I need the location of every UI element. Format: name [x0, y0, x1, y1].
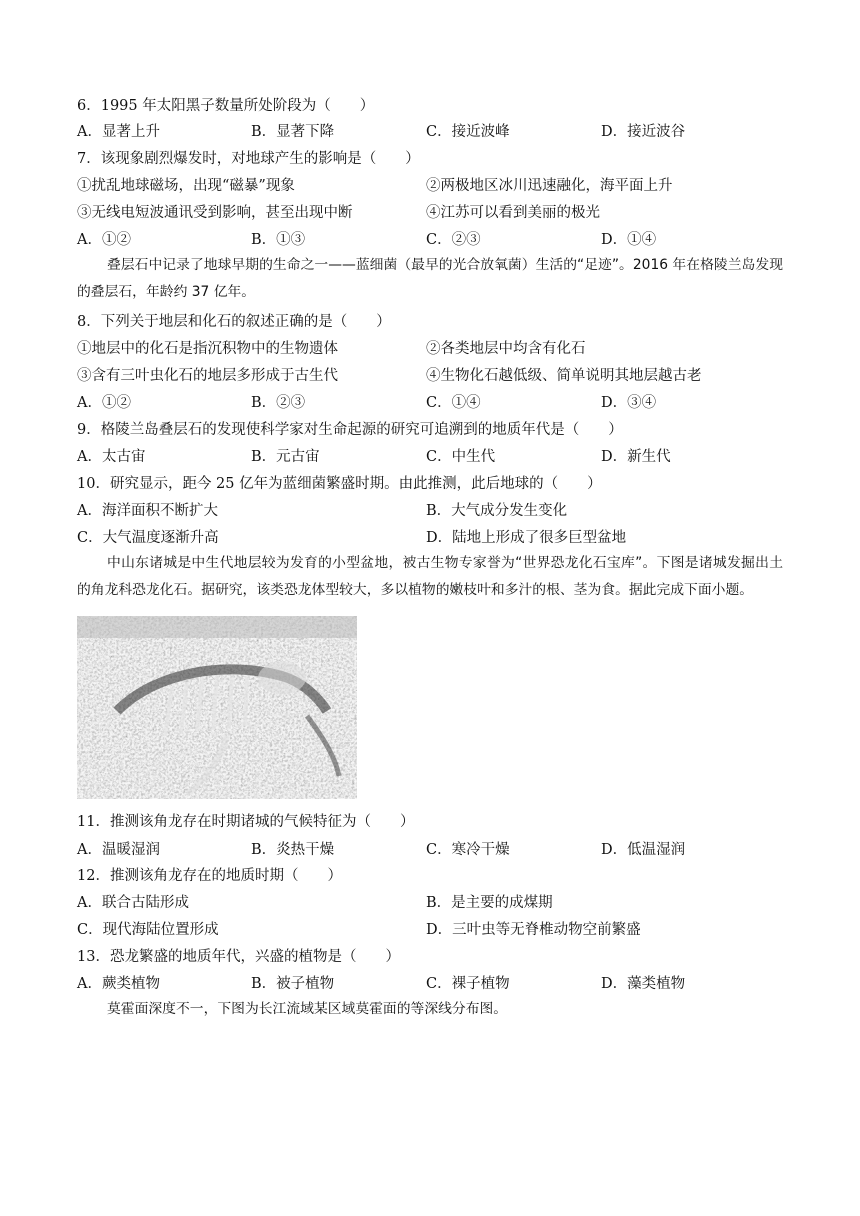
q9-option-c[interactable]: C．中生代	[426, 449, 496, 465]
q9-option-a[interactable]: A．太古宙	[77, 449, 146, 465]
q9-stem: 9．格陵兰岛叠层石的发现使科学家对生命起源的研究可追溯到的地质年代是（ ）	[77, 422, 623, 438]
q13-stem: 13．恐龙繁盛的地质年代，兴盛的植物是（ ）	[77, 949, 400, 965]
q7-item-4: ④江苏可以看到美丽的极光	[426, 205, 600, 221]
q11-stem: 11．推测该角龙存在时期诸城的气候特征为（ ）	[77, 814, 415, 830]
q8-item-4: ④生物化石越低级、简单说明其地层越古老	[426, 368, 702, 384]
q7-stem: 7．该现象剧烈爆发时，对地球产生的影响是（ ）	[77, 151, 420, 167]
q8-option-d[interactable]: D．③④	[601, 395, 657, 411]
q10-option-c[interactable]: C．大气温度逐渐升高	[77, 530, 219, 546]
passage-stromatolite: 叠层石中记录了地球早期的生命之一——蓝细菌（最早的光合放氧菌）生活的“足迹”。2016 年在格陵兰岛发现的叠层石，年龄约 37 亿年。	[77, 257, 783, 300]
q8-item-1: ①地层中的化石是指沉积物中的生物遗体	[77, 341, 338, 357]
q11-option-a[interactable]: A．温暖湿润	[77, 842, 160, 858]
q9-option-b[interactable]: B．元古宙	[251, 449, 320, 465]
q8-stem: 8．下列关于地层和化石的叙述正确的是（ ）	[77, 314, 391, 330]
q6-option-a[interactable]: A．显著上升	[77, 124, 160, 140]
q10-option-d[interactable]: D．陆地上形成了很多巨型盆地	[426, 530, 627, 546]
q7-item-3: ③无线电短波通讯受到影响，甚至出现中断	[77, 205, 353, 221]
q10-stem: 10．研究显示，距今 25 亿年为蓝细菌繁盛时期。由此推测，此后地球的（ ）	[77, 476, 602, 492]
q9-option-d[interactable]: D．新生代	[601, 449, 671, 465]
passage-moho: 莫霍面深度不一，下图为长江流域某区域莫霍面的等深线分布图。	[107, 1001, 508, 1017]
q12-option-a[interactable]: A．联合古陆形成	[77, 895, 189, 911]
q11-option-c[interactable]: C．寒冷干燥	[426, 842, 510, 858]
q7-option-a[interactable]: A．①②	[77, 232, 131, 248]
q8-item-3: ③含有三叶虫化石的地层多形成于古生代	[77, 368, 338, 384]
q11-option-d[interactable]: D．低温湿润	[601, 842, 686, 858]
q12-option-d[interactable]: D．三叶虫等无脊椎动物空前繁盛	[426, 922, 641, 938]
q8-option-b[interactable]: B．②③	[251, 395, 306, 411]
q6-option-d[interactable]: D．接近波谷	[601, 124, 686, 140]
q13-option-a[interactable]: A．蕨类植物	[77, 976, 160, 992]
q6-option-b[interactable]: B．显著下降	[251, 124, 335, 140]
dinosaur-fossil-image	[77, 616, 357, 799]
q7-option-c[interactable]: C．②③	[426, 232, 481, 248]
q10-option-b[interactable]: B．大气成分发生变化	[426, 503, 568, 519]
q6-stem: 6．1995 年太阳黑子数量所处阶段为（ ）	[77, 98, 375, 114]
q10-option-a[interactable]: A．海洋面积不断扩大	[77, 503, 218, 519]
q13-option-d[interactable]: D．藻类植物	[601, 976, 686, 992]
q12-option-c[interactable]: C．现代海陆位置形成	[77, 922, 219, 938]
q6-option-c[interactable]: C．接近波峰	[426, 124, 510, 140]
q12-stem: 12．推测该角龙存在的地质时期（ ）	[77, 868, 342, 884]
q13-option-b[interactable]: B．被子植物	[251, 976, 335, 992]
q13-option-c[interactable]: C．裸子植物	[426, 976, 510, 992]
q7-item-1: ①扰乱地球磁场，出现“磁暴”现象	[77, 178, 295, 194]
q8-option-a[interactable]: A．①②	[77, 395, 131, 411]
q8-item-2: ②各类地层中均含有化石	[426, 341, 586, 357]
q7-option-d[interactable]: D．①④	[601, 232, 657, 248]
q11-option-b[interactable]: B．炎热干燥	[251, 842, 335, 858]
q7-option-b[interactable]: B．①③	[251, 232, 306, 248]
q7-item-2: ②两极地区冰川迅速融化，海平面上升	[426, 178, 673, 194]
passage-zhucheng: 中山东诸城是中生代地层较为发育的小型盆地，被古生物专家誉为“世界恐龙化石宝库”。下图是诸城发掘出土的角龙科恐龙化石。据研究，该类恐龙体型较大，多以植物的嫩枝叶和多汁的根、茎为食。据此完成下面小题。	[77, 555, 783, 598]
q8-option-c[interactable]: C．①④	[426, 395, 481, 411]
q12-option-b[interactable]: B．是主要的成煤期	[426, 895, 553, 911]
